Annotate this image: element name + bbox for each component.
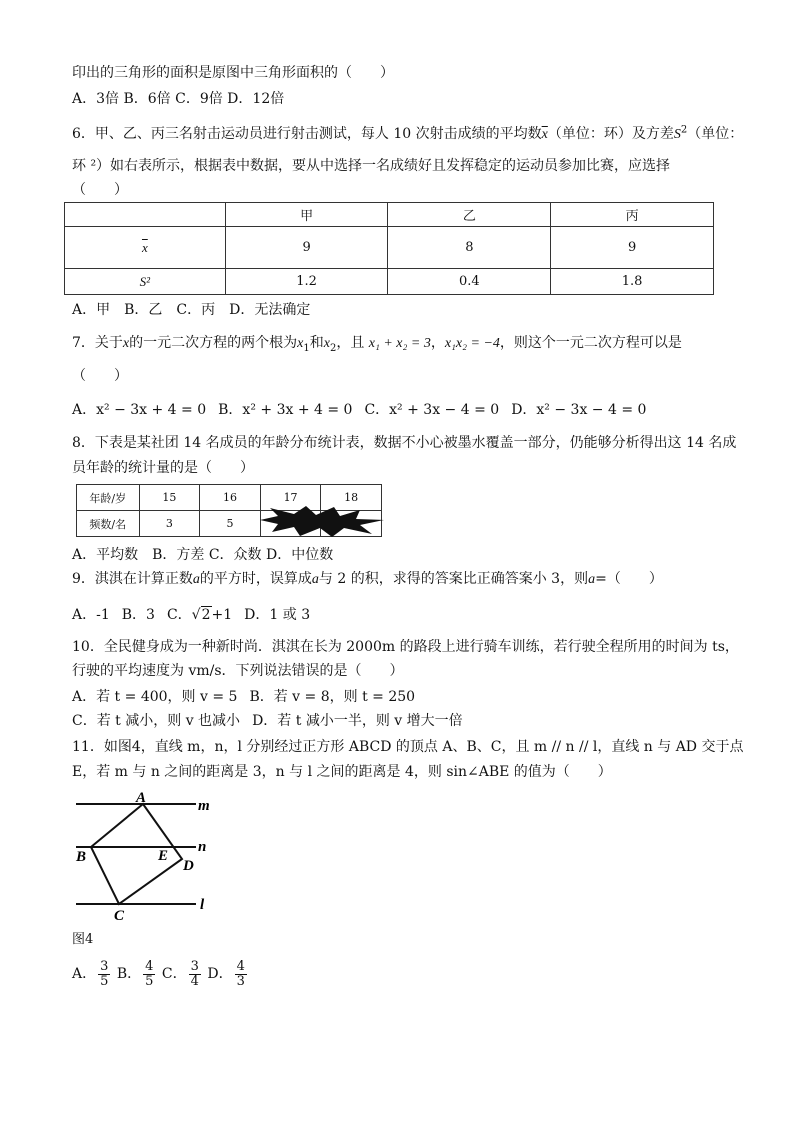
label-l: l (200, 897, 205, 913)
q7-line2: （ ） (72, 368, 128, 384)
q10-line2: 行驶的平均速度为 vm/s．下列说法错误的是（ ） (72, 663, 404, 679)
q6-line3: （ ） (72, 182, 128, 198)
q8-line1: 8．下表是某社团 14 名成员的年龄分布统计表，数据不小心被墨水覆盖一部分，仍能够分析得出这 14 名成 (72, 435, 737, 451)
q11-line1: 11．如图4，直线 m，n，l 分别经过正方形 ABCD 的顶点 A、B、C，且 m // n // l，直线 n 与 AD 交于点 (72, 739, 744, 755)
q6-line2: 环 ²）如右表所示，根据表中数据，要从中选择一名成绩好且发挥稳定的运动员参加比赛，应选择 (72, 158, 671, 174)
label-E: E (158, 848, 169, 864)
q6-line1: 6．甲、乙、丙三名射击运动员进行射击测试，每人 10 次射击成绩的平均数$\overline{x}$（单位：环）及方差$S^2$（单位： (72, 124, 744, 142)
q8-line2: 员年龄的统计量的是（ ） (72, 460, 254, 476)
q11-figure (72, 786, 232, 926)
table-row: $\overline{x}$ 9 8 9 (65, 227, 714, 269)
q9-options: A．-1 B．3 C．√2+1 D．1 或 3 (72, 607, 311, 623)
figure-caption: 图4 (72, 932, 94, 947)
q8-options: A．平均数 B．方差 C．众数 D．中位数 (72, 547, 334, 563)
q6-options: A．甲 B．乙 C．丙 D．无法确定 (72, 302, 311, 318)
q10-line1: 10．全民健身成为一种新时尚．淇淇在长为 2000m 的路段上进行骑车训练，若行驶全程所用的时间为 ts， (72, 639, 739, 655)
table-row: 频数/名 3 5 (77, 511, 382, 537)
q7-options: A．x² − 3x + 4 = 0 B．x² + 3x + 4 = 0 C．x² + 3x − 4 = 0 D．x² − 3x − 4 = 0 (72, 402, 647, 418)
q10-options-cd: C．若 t 减小，则 v 也减小 D．若 t 减小一半，则 v 增大一倍 (72, 713, 463, 729)
label-C: C (114, 908, 125, 924)
q11-options: A． $\frac{3}{5}$ B． $\frac{4}{5}$ C． $\frac{3}{4}$ D． $\frac{4}{3}$ (72, 958, 245, 989)
table-row: S² 1.2 0.4 1.8 (65, 269, 714, 295)
q8-table-wrap (76, 484, 382, 536)
q9-line1: 9．淇淇在计算正数a的平方时，误算成a与 2 的积，求得的答案比正确答案小 3，则a=（ ） (72, 571, 663, 587)
q5-options: A．3倍 B．6倍 C．9倍 D．12倍 (72, 91, 285, 107)
label-m: m (198, 798, 210, 814)
label-A: A (136, 790, 147, 806)
table-row: 甲 乙 丙 (65, 203, 714, 227)
q10-options-ab: A．若 t = 400，则 v = 5 B．若 v = 8，则 t = 250 (72, 689, 416, 705)
label-B: B (76, 849, 87, 865)
label-D: D (183, 858, 194, 874)
q11-line2: E，若 m 与 n 之间的距离是 3，n 与 l 之间的距离是 4，则 sin∠ABE 的值为（ ） (72, 764, 612, 780)
q7-line1: 7．关于x的一元二次方程的两个根为$x_1$和$x_2$，且 x₁ + x₂ = 3，x₁x₂ = −4，则这个一元二次方程可以是 (72, 335, 682, 354)
table-row: 年龄/岁 15 16 17 18 (77, 485, 382, 511)
q6-table (64, 202, 714, 295)
label-n: n (198, 839, 207, 855)
ink-blot (260, 506, 390, 538)
q5-stem: 印出的三角形的面积是原图中三角形面积的（ ） (72, 65, 394, 81)
